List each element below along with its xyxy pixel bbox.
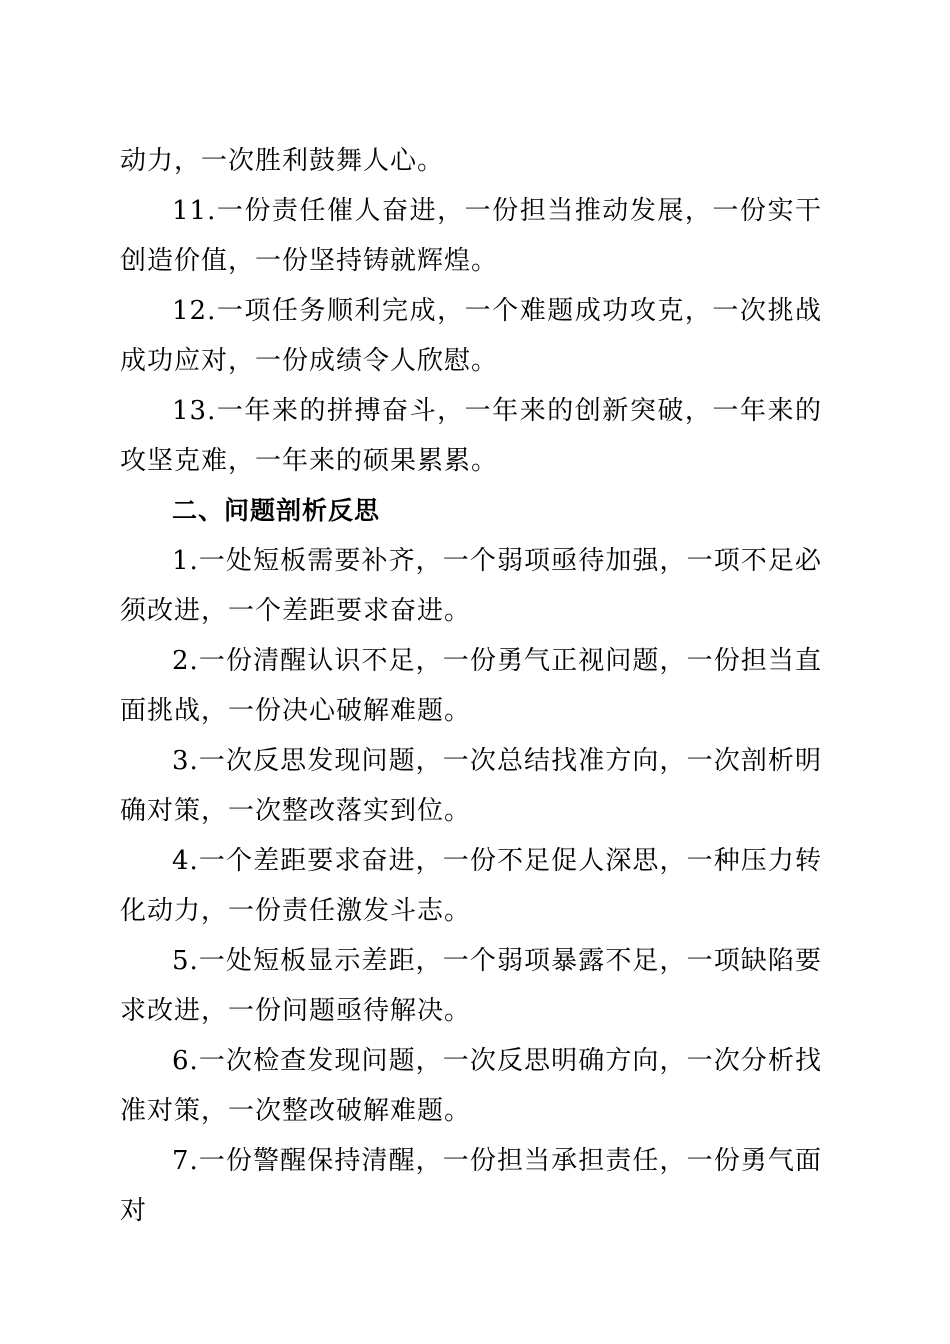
list-item: 7.一份警醒保持清醒，一份担当承担责任，一份勇气面对 [120,1146,822,1226]
list-item: 13.一年来的拼搏奋斗，一年来的创新突破，一年来的攻坚克难，一年来的硕果累累。 [120,396,822,476]
list-item: 6.一次检查发现问题，一次反思明确方向，一次分析找准对策，一次整改破解难题。 [120,1046,822,1126]
list-item: 11.一份责任催人奋进，一份担当推动发展，一份实干创造价值，一份坚持铸就辉煌。 [120,196,822,276]
list-item: 12.一项任务顺利完成，一个难题成功攻克，一次挑战成功应对，一份成绩令人欣慰。 [120,296,822,376]
continuation-paragraph: 动力，一次胜利鼓舞人心。 [120,146,445,176]
list-item: 3.一次反思发现问题，一次总结找准方向，一次剖析明确对策，一次整改落实到位。 [120,746,822,826]
document-body [120,136,822,1236]
section-heading: 二、问题剖析反思 [172,496,381,525]
list-item: 4.一个差距要求奋进，一份不足促人深思，一种压力转化动力，一份责任激发斗志。 [120,846,822,926]
list-item: 1.一处短板需要补齐，一个弱项亟待加强，一项不足必须改进，一个差距要求奋进。 [120,546,822,626]
list-item: 2.一份清醒认识不足，一份勇气正视问题，一份担当直面挑战，一份决心破解难题。 [120,646,822,726]
list-item: 5.一处短板显示差距，一个弱项暴露不足，一项缺陷要求改进，一份问题亟待解决。 [120,946,822,1026]
